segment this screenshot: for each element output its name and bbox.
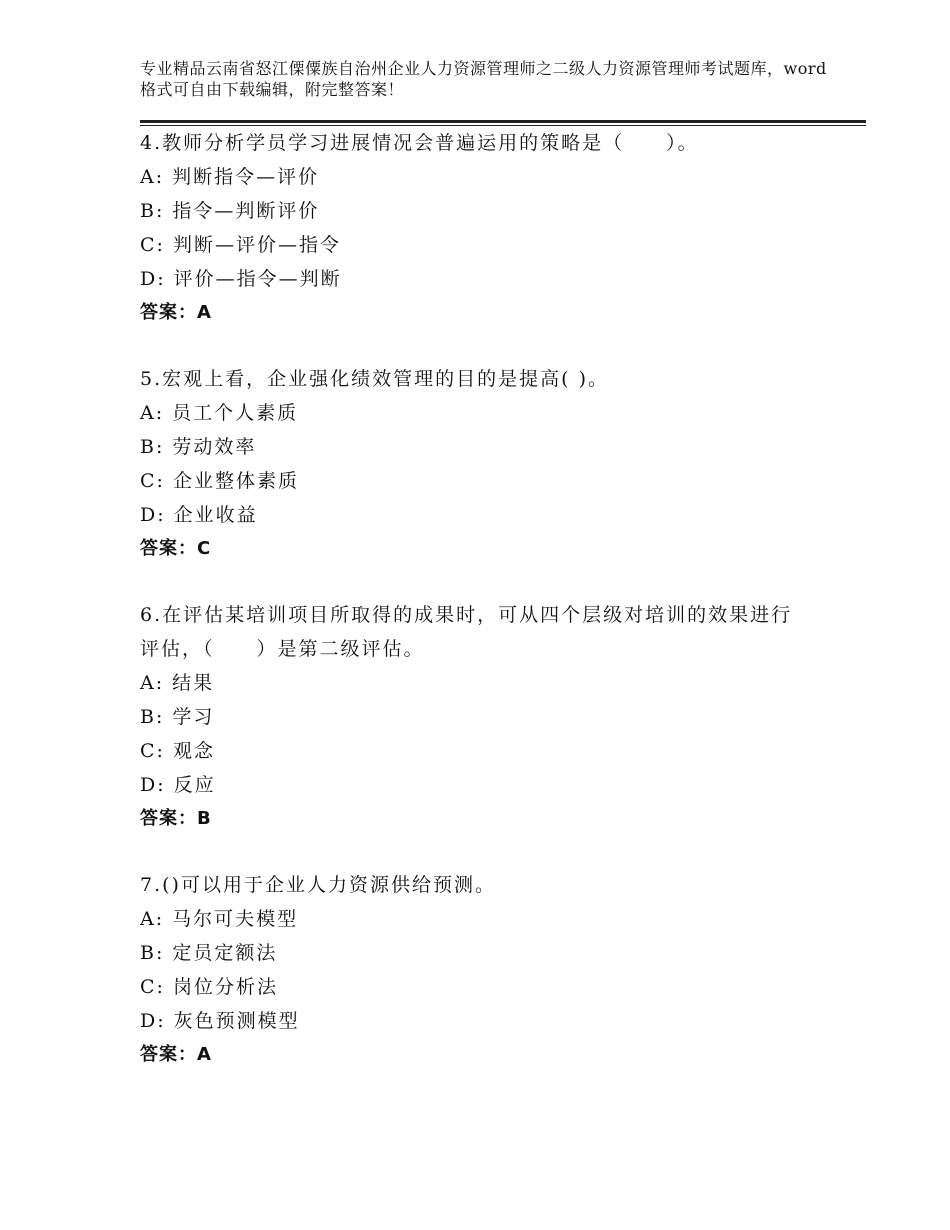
question-stem: 4.教师分析学员学习进展情况会普遍运用的策略是（ ）。 (140, 132, 699, 154)
question-7 (140, 868, 810, 1072)
answer-line: 答案：C (140, 538, 212, 559)
question-stem: 6.在评估某培训项目所取得的成果时，可从四个层级对培训的效果进行评估，（ ）是第二级评估。 (140, 604, 793, 660)
option-b: B: 指令—判断评价 (140, 200, 320, 222)
question-list (140, 126, 810, 1104)
option-b: B: 定员定额法 (140, 942, 278, 964)
answer-line: 答案：B (140, 808, 212, 829)
option-a: A: 员工个人素质 (140, 402, 299, 424)
option-d: D: 灰色预测模型 (140, 1010, 300, 1032)
option-d: D: 企业收益 (140, 504, 258, 526)
question-stem: 7.()可以用于企业人力资源供给预测。 (140, 874, 496, 896)
option-c: C: 判断—评价—指令 (140, 234, 341, 256)
option-a: A: 马尔可夫模型 (140, 908, 299, 930)
option-d: D: 评价—指令—判断 (140, 268, 342, 290)
answer-line: 答案：A (140, 302, 212, 323)
option-a: A: 判断指令—评价 (140, 166, 320, 188)
document-header: 专业精品云南省怒江傈僳族自治州企业人力资源管理师之二级人力资源管理师考试题库，word格式可自由下载编辑，附完整答案！ (140, 59, 827, 99)
option-c: C: 岗位分析法 (140, 976, 278, 998)
header-divider-thick (140, 120, 866, 123)
question-5 (140, 362, 810, 566)
option-d: D: 反应 (140, 774, 216, 796)
question-4 (140, 126, 810, 330)
option-a: A: 结果 (140, 672, 215, 694)
question-stem: 5.宏观上看，企业强化绩效管理的目的是提高( )。 (140, 368, 609, 390)
question-6 (140, 598, 810, 836)
answer-line: 答案：A (140, 1044, 212, 1065)
option-b: B: 劳动效率 (140, 436, 257, 458)
option-c: C: 企业整体素质 (140, 470, 299, 492)
option-c: C: 观念 (140, 740, 215, 762)
option-b: B: 学习 (140, 706, 215, 728)
